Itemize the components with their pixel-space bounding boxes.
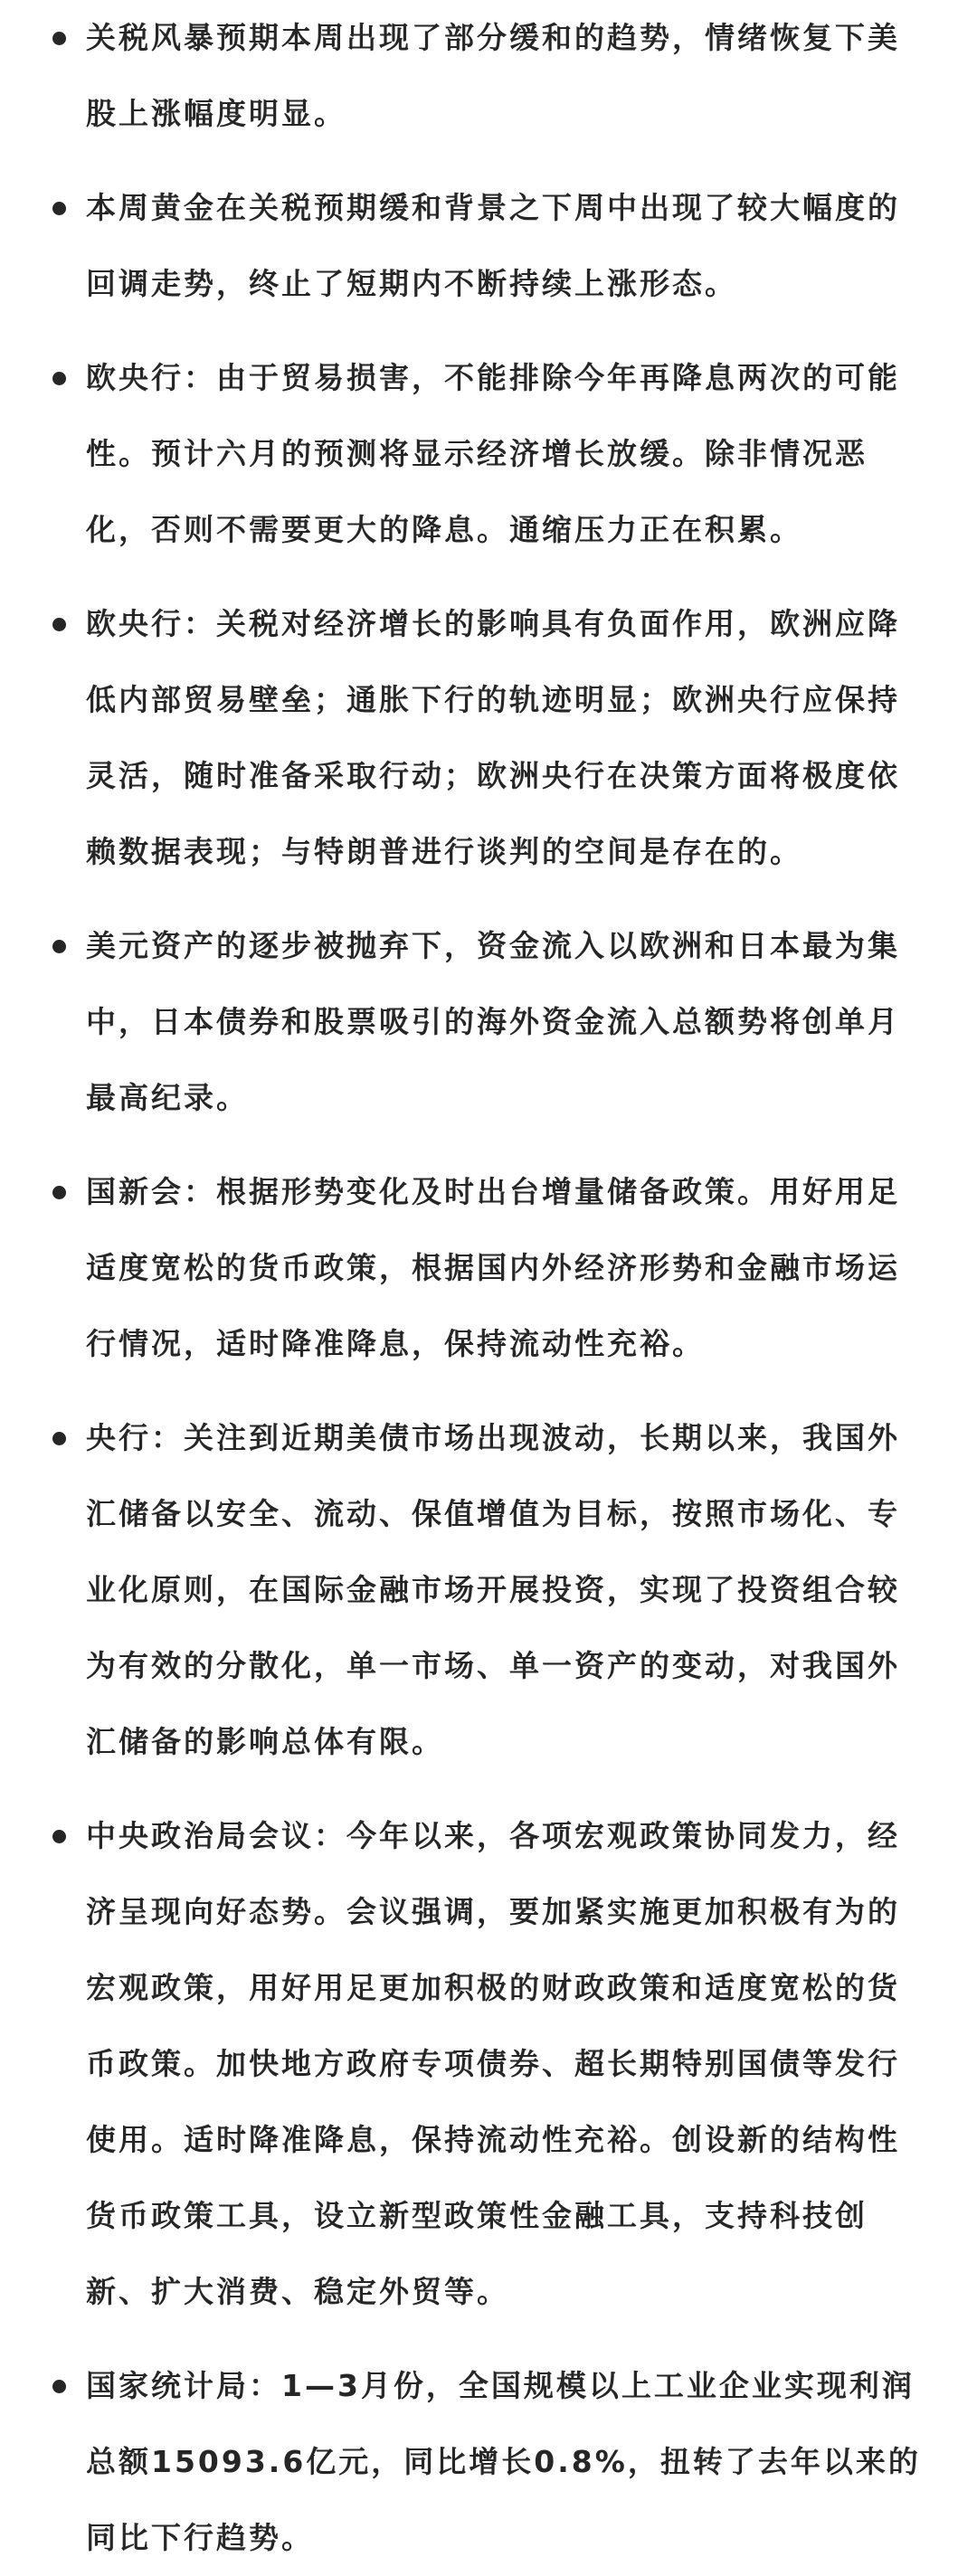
bullet-dot-icon <box>52 372 66 385</box>
bullet-text-line: 济呈现向好态势。会议强调，要加紧实施更加积极有为的 <box>86 1894 900 1929</box>
bullet-text-line: 本周黄金在关税预期缓和背景之下周中出现了较大幅度的 <box>86 190 900 225</box>
bullet-text-line: 汇储备以安全、流动、保值增值为目标，按照市场化、专 <box>86 1496 900 1531</box>
bullet-text-line: 适度宽松的货币政策，根据国内外经济形势和金融市场运 <box>86 1250 900 1285</box>
bullet-text-line: 回调走势，终止了短期内不断持续上涨形态。 <box>86 266 737 301</box>
bullet-text-line: 国家统计局：1—3月份，全国规模以上工业企业实现利润 <box>86 2368 915 2403</box>
bullet-text-line: 最高纪录。 <box>86 1080 249 1115</box>
bullet-text-line: 化，否则不需要更大的降息。通缩压力正在积累。 <box>86 512 802 547</box>
bullet-item <box>0 170 977 322</box>
bullet-text-line: 灵活，随时准备采取行动；欧洲央行在决策方面将极度依 <box>86 758 900 793</box>
bullet-text-line: 宏观政策，用好用足更加积极的财政政策和适度宽松的货 <box>86 1970 900 2005</box>
bullet-dot-icon <box>52 202 66 215</box>
bullet-item <box>0 1798 977 2330</box>
bullet-text-line: 欧央行：关税对经济增长的影响具有负面作用，欧洲应降 <box>86 606 900 641</box>
bullet-text-line: 新、扩大消费、稳定外贸等。 <box>86 2274 509 2309</box>
bullet-item <box>0 1400 977 1780</box>
bullet-text-line: 总额15093.6亿元，同比增长0.8%，扭转了去年以来的 <box>86 2444 921 2479</box>
bullet-text-line: 汇储备的影响总体有限。 <box>86 1724 444 1759</box>
bullet-text-line: 为有效的分散化，单一市场、单一资产的变动，对我国外 <box>86 1648 900 1683</box>
bullet-text-line: 使用。适时降准降息，保持流动性充裕。创设新的结构性 <box>86 2122 900 2157</box>
bullet-text-line: 中央政治局会议：今年以来，各项宏观政策协同发力，经 <box>86 1818 900 1853</box>
bullet-item <box>0 1154 977 1382</box>
bullet-text-line: 中，日本债券和股票吸引的海外资金流入总额势将创单月 <box>86 1004 900 1039</box>
bullet-dot-icon <box>52 1432 66 1445</box>
bullet-text-line: 股上涨幅度明显。 <box>86 96 346 131</box>
bullet-text-line: 赖数据表现；与特朗普进行谈判的空间是存在的。 <box>86 834 802 869</box>
bullet-text-line: 欧央行：由于贸易损害，不能排除今年再降息两次的可能 <box>86 360 900 395</box>
bullet-item <box>0 908 977 1136</box>
bullet-dot-icon <box>52 1830 66 1843</box>
bullet-item <box>0 340 977 568</box>
bullet-text-line: 行情况，适时降准降息，保持流动性充裕。 <box>86 1326 705 1361</box>
bullet-text-line: 业化原则，在国际金融市场开展投资，实现了投资组合较 <box>86 1572 900 1607</box>
bullet-item <box>0 586 977 890</box>
bullet-text-line: 货币政策工具，设立新型政策性金融工具，支持科技创 <box>86 2198 868 2233</box>
bullet-text-line: 低内部贸易壁垒；通胀下行的轨迹明显；欧洲央行应保持 <box>86 682 900 717</box>
bullet-dot-icon <box>52 940 66 953</box>
bullet-text-line: 央行：关注到近期美债市场出现波动，长期以来，我国外 <box>86 1420 900 1455</box>
bullet-dot-icon <box>52 618 66 631</box>
bullet-text-line: 币政策。加快地方政府专项债券、超长期特别国债等发行 <box>86 2046 900 2081</box>
bullet-text-line: 关税风暴预期本周出现了部分缓和的趋势，情绪恢复下美 <box>86 20 900 55</box>
bullet-item <box>0 0 977 152</box>
bullet-dot-icon <box>52 2380 66 2393</box>
bullet-text-line: 美元资产的逐步被抛弃下，资金流入以欧洲和日本最为集 <box>86 928 900 963</box>
bullet-item <box>0 2348 977 2576</box>
bullet-dot-icon <box>52 1186 66 1199</box>
bullet-dot-icon <box>52 32 66 45</box>
bullet-text-line: 性。预计六月的预测将显示经济增长放缓。除非情况恶 <box>86 436 868 471</box>
bullet-text-line: 国新会：根据形势变化及时出台增量储备政策。用好用足 <box>86 1174 900 1209</box>
bullet-text-line: 同比下行趋势。 <box>86 2520 314 2555</box>
